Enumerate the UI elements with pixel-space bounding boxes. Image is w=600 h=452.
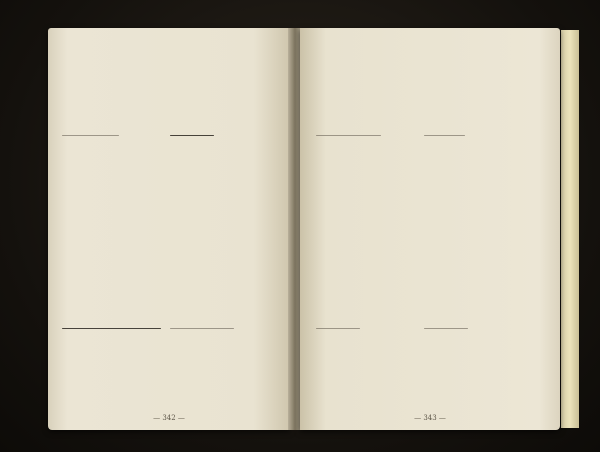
text-column: [170, 42, 270, 404]
right-text-columns: [316, 42, 524, 404]
left-page-number: — 342 —: [153, 414, 185, 422]
text-column: [424, 42, 524, 404]
left-page: [48, 28, 290, 430]
cover-edge: [561, 30, 579, 428]
right-page-number: — 343 —: [414, 414, 446, 422]
left-text-columns: [62, 42, 270, 404]
right-page: [300, 28, 560, 430]
text-column: [62, 42, 162, 404]
text-column: [316, 42, 416, 404]
